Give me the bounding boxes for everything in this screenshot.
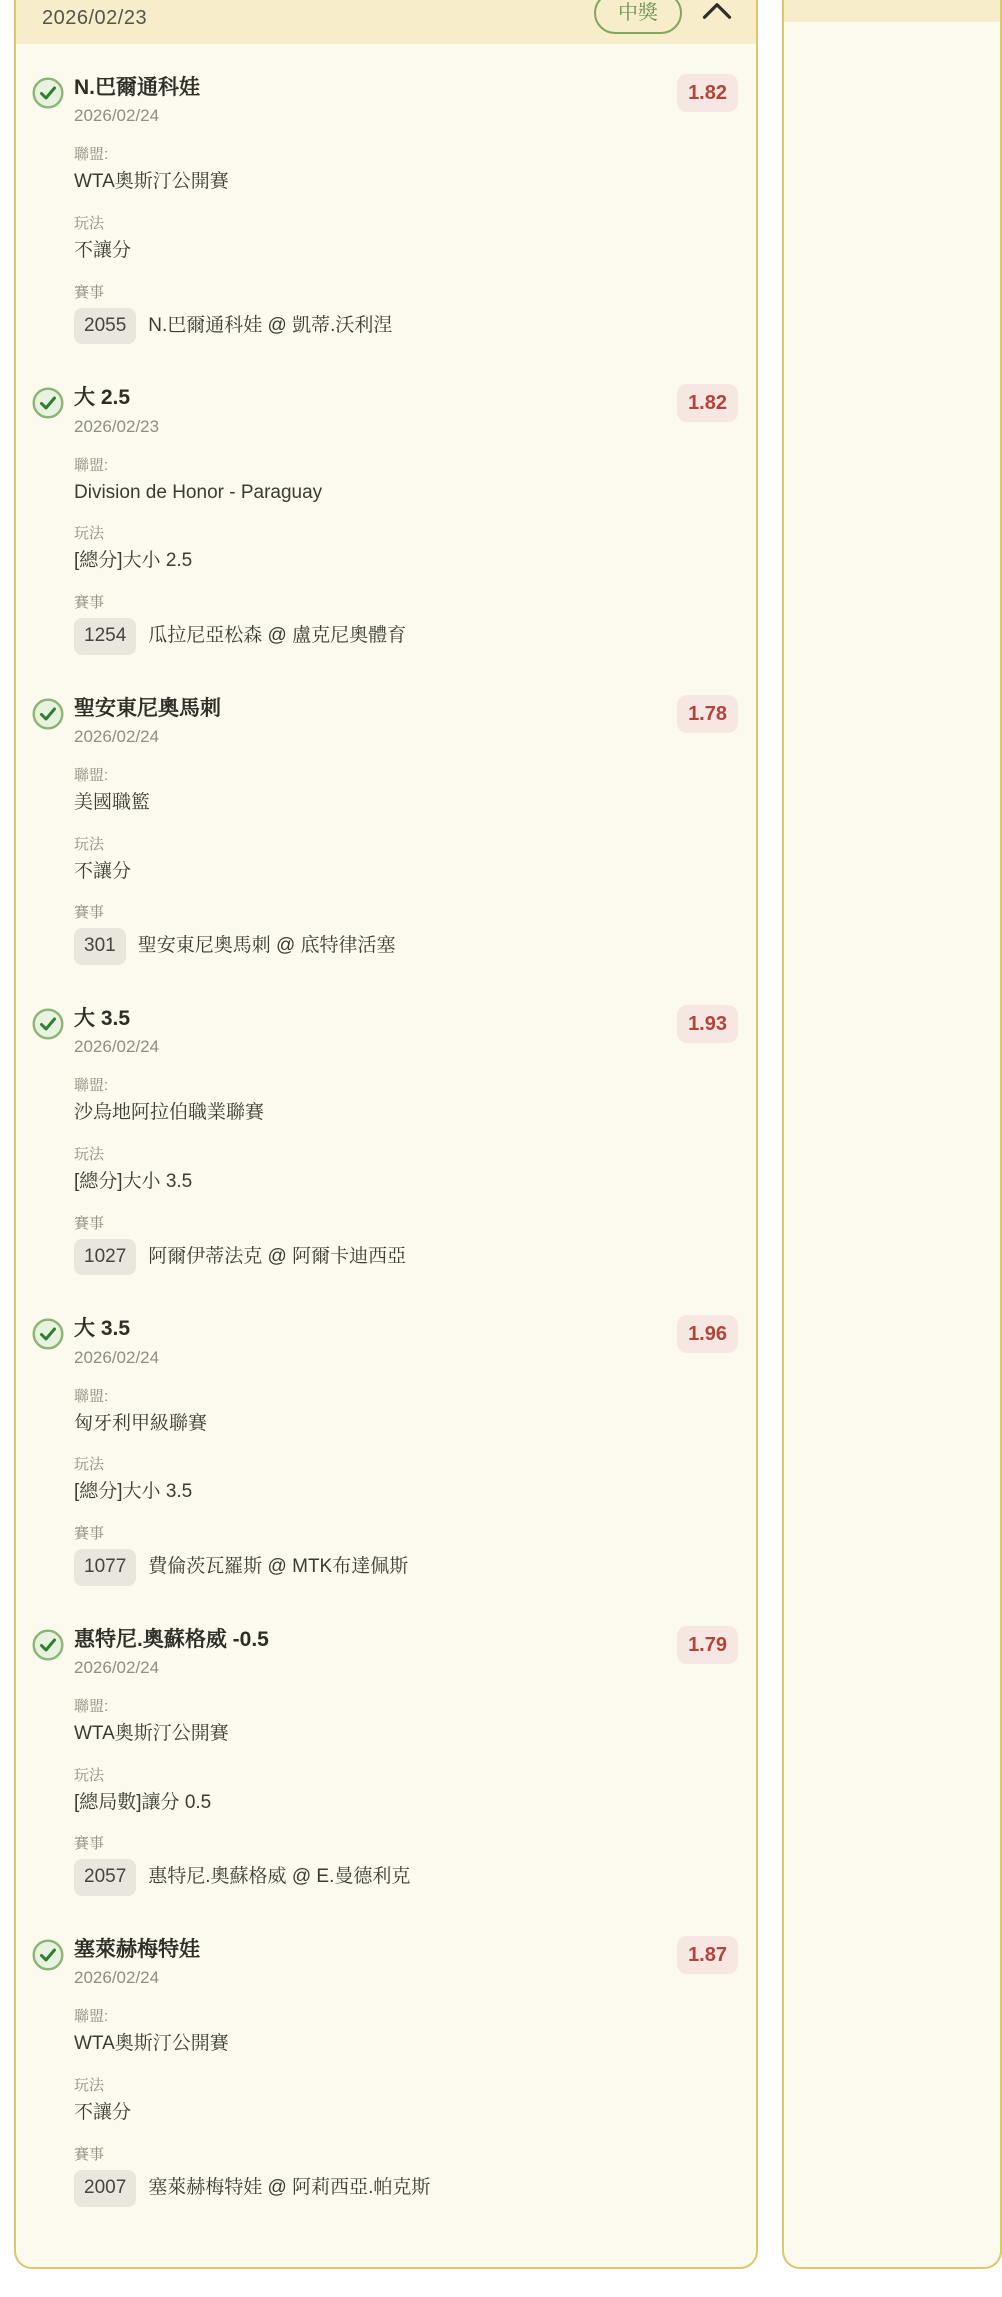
event-label: 賽事: [74, 1214, 105, 1232]
odds-badge: 1.82: [677, 74, 738, 112]
selection-head-text: [74, 1936, 677, 1988]
won-check-icon: [32, 77, 64, 109]
event-row: [74, 1239, 738, 1276]
event-field: [74, 1522, 738, 1586]
bet-leg-header: [32, 695, 738, 747]
event-date: 2026/02/24: [74, 1968, 160, 1988]
card-header[interactable]: [16, 0, 756, 44]
league-field: [74, 1385, 738, 1437]
play-label: 玩法: [74, 835, 105, 853]
bet-leg-header: [32, 384, 738, 436]
next-bet-slip-card[interactable]: [782, 0, 1002, 2269]
selection-name: 聖安東尼奧馬刺: [74, 696, 221, 720]
event-label: 賽事: [74, 1525, 105, 1543]
event-id-chip: 301: [74, 928, 126, 965]
odds-badge: 1.96: [677, 1315, 738, 1353]
bet-leg-fields: [74, 1695, 738, 1896]
event-date: 2026/02/24: [74, 1037, 160, 1057]
play-type: [總局數]讓分 0.5: [74, 1791, 212, 1813]
status-badge: 中獎: [594, 0, 682, 34]
league-field: [74, 143, 738, 195]
next-card-header: [784, 0, 1000, 22]
event-matchup: N.巴爾通科娃 @ 凱蒂.沃利涅: [148, 314, 393, 336]
league-label: 聯盟:: [74, 456, 109, 474]
event-matchup: 塞萊赫梅特娃 @ 阿莉西亞.帕克斯: [148, 2176, 431, 2198]
won-check-icon: [32, 1008, 64, 1040]
event-id-chip: 1077: [74, 1549, 136, 1586]
event-field: [74, 281, 738, 345]
selection-head-text: [74, 1626, 677, 1678]
league-label: 聯盟:: [74, 767, 109, 785]
bet-leg-fields: [74, 143, 738, 344]
league-name: 匈牙利甲級聯賽: [74, 1412, 208, 1434]
event-date: 2026/02/24: [74, 1658, 160, 1678]
slip-date: 2026/02/23: [42, 7, 148, 29]
event-id-chip: 2057: [74, 1859, 136, 1896]
play-label: 玩法: [74, 525, 105, 543]
won-check-icon: [32, 387, 64, 419]
event-field: [74, 591, 738, 655]
event-date: 2026/02/24: [74, 727, 160, 747]
event-row: [74, 308, 738, 345]
event-label: 賽事: [74, 283, 105, 301]
bet-list: [16, 44, 756, 2267]
play-type: 不讓分: [74, 2102, 132, 2124]
bet-leg: [32, 695, 738, 965]
bet-leg-fields: [74, 2005, 738, 2206]
event-row: [74, 2170, 738, 2207]
selection-name: 大 2.5: [74, 386, 131, 410]
league-field: [74, 2005, 738, 2057]
event-label: 賽事: [74, 1835, 105, 1853]
selection-name: 塞萊赫梅特娃: [74, 1938, 200, 1962]
league-label: 聯盟:: [74, 146, 109, 164]
bet-leg-fields: [74, 1385, 738, 1586]
bet-leg: [32, 1315, 738, 1585]
play-field: [74, 833, 738, 885]
bet-leg: [32, 1936, 738, 2206]
event-row: [74, 1859, 738, 1896]
selection-head-text: [74, 384, 677, 436]
league-name: 沙烏地阿拉伯職業聯賽: [74, 1102, 265, 1124]
selection-head-text: [74, 74, 677, 126]
event-date: 2026/02/24: [74, 106, 160, 126]
play-label: 玩法: [74, 1146, 105, 1164]
bet-leg-header: [32, 1936, 738, 1988]
bet-leg: [32, 74, 738, 344]
play-type: 不讓分: [74, 239, 132, 261]
event-field: [74, 1832, 738, 1896]
event-matchup: 阿爾伊蒂法克 @ 阿爾卡迪西亞: [148, 1245, 407, 1267]
league-name: Division de Honor - Paraguay: [74, 481, 323, 503]
bet-leg-fields: [74, 454, 738, 655]
bet-leg-header: [32, 1315, 738, 1367]
bet-leg-header: [32, 74, 738, 126]
event-field: [74, 2143, 738, 2207]
play-field: [74, 1143, 738, 1195]
league-field: [74, 454, 738, 506]
odds-badge: 1.78: [677, 695, 738, 733]
play-type: [總分]大小 2.5: [74, 550, 193, 572]
selection-head-text: [74, 1315, 677, 1367]
play-field: [74, 2074, 738, 2126]
bet-leg-header: [32, 1005, 738, 1057]
event-date: 2026/02/24: [74, 1347, 160, 1367]
event-matchup: 瓜拉尼亞松森 @ 盧克尼奧體育: [148, 625, 407, 647]
selection-name: 大 3.5: [74, 1317, 131, 1341]
selection-head-text: [74, 695, 677, 747]
bet-leg: [32, 1626, 738, 1896]
bet-leg: [32, 384, 738, 654]
header-right-group: [594, 0, 732, 34]
event-row: [74, 618, 738, 655]
won-check-icon: [32, 1318, 64, 1350]
league-label: 聯盟:: [74, 1698, 109, 1716]
league-name: WTA奧斯汀公開賽: [74, 2033, 229, 2055]
selection-name: N.巴爾通科娃: [74, 76, 200, 99]
league-field: [74, 764, 738, 816]
play-field: [74, 212, 738, 264]
won-check-icon: [32, 698, 64, 730]
event-id-chip: 2055: [74, 308, 136, 345]
league-field: [74, 1695, 738, 1747]
play-field: [74, 1453, 738, 1505]
event-row: [74, 928, 738, 965]
odds-badge: 1.87: [677, 1936, 738, 1974]
league-label: 聯盟:: [74, 1077, 109, 1095]
event-label: 賽事: [74, 2145, 105, 2163]
league-name: WTA奧斯汀公開賽: [74, 1723, 229, 1745]
bet-leg-fields: [74, 764, 738, 965]
event-matchup: 惠特尼.奧蘇格威 @ E.曼德利克: [148, 1866, 411, 1888]
event-row: [74, 1549, 738, 1586]
play-field: [74, 522, 738, 574]
play-label: 玩法: [74, 2077, 105, 2095]
play-type: [總分]大小 3.5: [74, 1171, 193, 1193]
bet-leg-fields: [74, 1074, 738, 1275]
event-id-chip: 2007: [74, 2170, 136, 2207]
league-label: 聯盟:: [74, 2008, 109, 2026]
play-label: 玩法: [74, 1456, 105, 1474]
won-check-icon: [32, 1939, 64, 1971]
bet-leg: [32, 1005, 738, 1275]
odds-badge: 1.82: [677, 384, 738, 422]
play-type: [總分]大小 3.5: [74, 1481, 193, 1503]
play-field: [74, 1764, 738, 1816]
bet-slip-card: [14, 0, 758, 2269]
event-matchup: 聖安東尼奧馬刺 @ 底特律活塞: [137, 935, 396, 957]
event-field: [74, 901, 738, 965]
event-field: [74, 1212, 738, 1276]
league-name: WTA奧斯汀公開賽: [74, 171, 229, 193]
won-check-icon: [32, 1629, 64, 1661]
event-date: 2026/02/23: [74, 416, 160, 436]
play-label: 玩法: [74, 1766, 105, 1784]
event-label: 賽事: [74, 904, 105, 922]
league-field: [74, 1074, 738, 1126]
odds-badge: 1.93: [677, 1005, 738, 1043]
bet-leg-header: [32, 1626, 738, 1678]
event-id-chip: 1027: [74, 1239, 136, 1276]
play-label: 玩法: [74, 214, 105, 232]
selection-name: 大 3.5: [74, 1007, 131, 1031]
selection-head-text: [74, 1005, 677, 1057]
league-label: 聯盟:: [74, 1387, 109, 1405]
event-matchup: 費倫茨瓦羅斯 @ MTK布達佩斯: [148, 1556, 409, 1578]
event-label: 賽事: [74, 594, 105, 612]
odds-badge: 1.79: [677, 1626, 738, 1664]
league-name: 美國職籃: [74, 792, 151, 814]
selection-name: 惠特尼.奧蘇格威 -0.5: [74, 1627, 269, 1651]
event-id-chip: 1254: [74, 618, 136, 655]
chevron-up-icon[interactable]: [702, 2, 732, 20]
play-type: 不讓分: [74, 860, 132, 882]
